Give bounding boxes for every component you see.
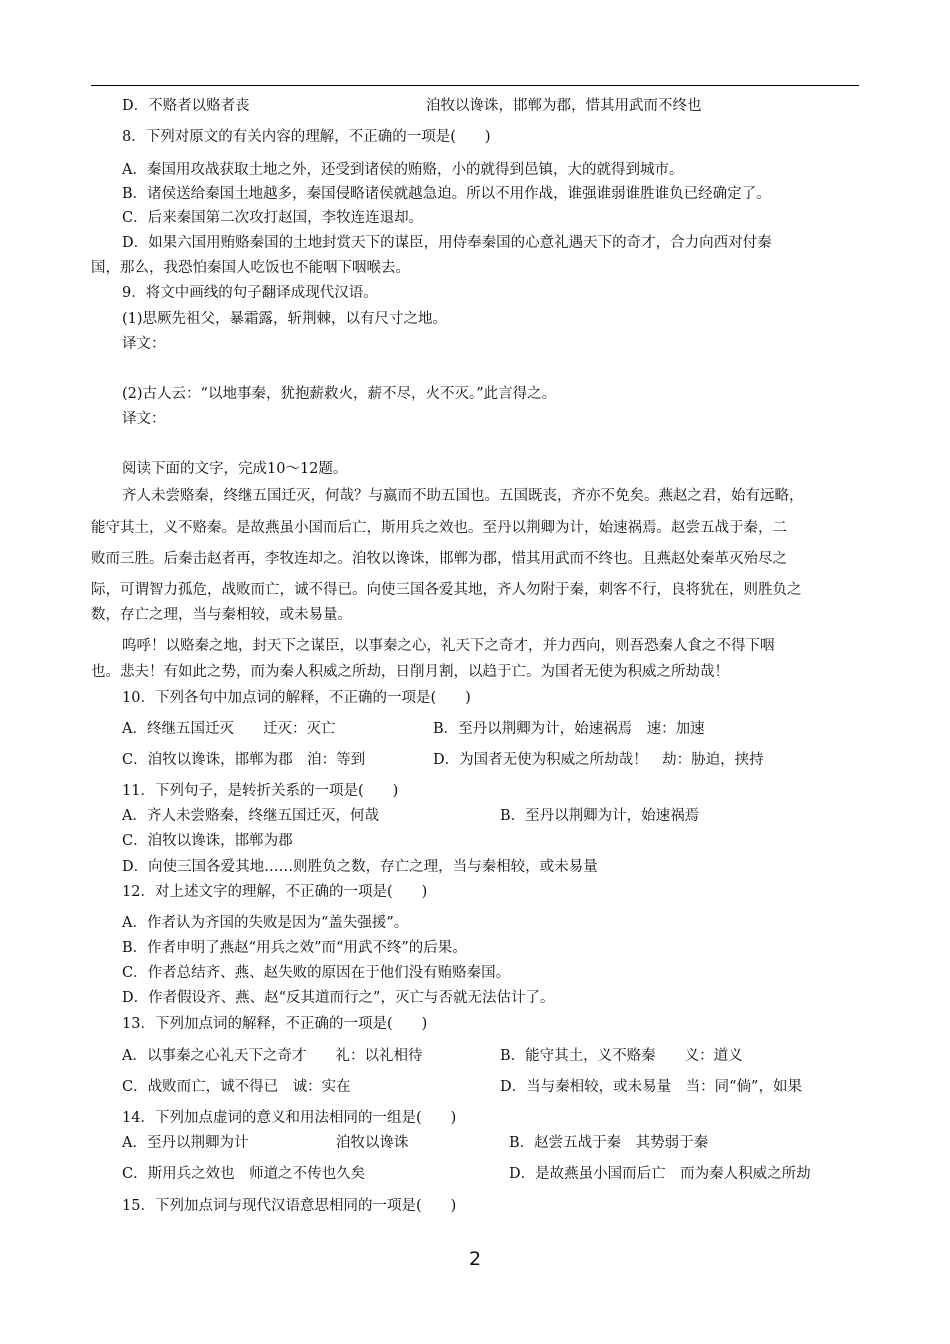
q9-sentence-1: (1)思厥先祖父，暴霜露，斩荆棘，以有尺寸之地。 (122, 311, 448, 327)
q11-option-c: C．洎牧以谗诛，邯郸为郡 (122, 833, 293, 849)
q8-option-b: B．诸侯送给秦国土地越多，秦国侵略诸侯就越急迫。所以不用作战，谁强谁弱谁胜谁负已经确定了。 (122, 186, 771, 202)
q8-option-d: D．如果六国用贿赂秦国的土地封赏天下的谋臣，用侍奉秦国的心意礼遇天下的奇才，合力向西对付秦 (122, 235, 772, 251)
q12-option-b: B．作者申明了燕赵“用兵之效”而“用武不终”的后果。 (122, 940, 467, 956)
q14-option-a-part1: A．至丹以荆卿为计 (122, 1135, 249, 1151)
q8-option-c: C．后来秦国第二次攻打赵国，李牧连连退却。 (122, 210, 424, 226)
passage-line-6: 呜呼！以赂秦之地，封天下之谋臣，以事秦之心，礼天下之奇才，并力西向，则吾恐秦人食之不得下咽 (122, 638, 775, 654)
question-8: 8．下列对原文的有关内容的理解，不正确的一项是( ) (122, 129, 491, 145)
q13-option-b: B．能守其土，义不赂秦 义：道义 (500, 1048, 743, 1064)
page-number: 2 (468, 1248, 482, 1270)
q12-option-d: D．作者假设齐、燕、赵“反其道而行之”，灭亡与否就无法估计了。 (122, 990, 555, 1006)
q11-option-d: D．向使三国各爱其地……则胜负之数，存亡之理，当与秦相较，或未易量 (122, 859, 598, 875)
q14-option-b: B．赵尝五战于秦 其势弱于秦 (509, 1135, 709, 1151)
passage-line-7: 也。悲夫！有如此之势，而为秦人积威之所劫，日削月割，以趋于亡。为国者无使为积威之所劫哉！ (91, 664, 729, 680)
question-12: 12．对上述文字的理解，不正确的一项是( ) (122, 884, 428, 900)
option-d-q7-left: D．不赂者以赂者丧 (122, 98, 250, 114)
passage-line-4: 际，可谓智力孤危，战败而亡，诚不得已。向使三国各爱其地，齐人勿附于秦，刺客不行，良将犹在，则胜负之 (91, 582, 802, 598)
passage-line-1: 齐人未尝赂秦，终继五国迁灭，何哉？与嬴而不助五国也。五国既丧，齐亦不免矣。燕赵之君，始有远略， (122, 488, 804, 504)
option-d-q7-right: 洎牧以谗诛，邯郸为郡，惜其用武而不终也 (426, 98, 702, 114)
question-11: 11．下列句子，是转折关系的一项是( ) (122, 783, 399, 799)
q13-option-c: C．战败而亡，诚不得已 诚：实在 (122, 1079, 351, 1095)
q11-option-a: A．齐人未尝赂秦，终继五国迁灭，何哉 (122, 808, 379, 824)
q12-option-c: C．作者总结齐、燕、赵失败的原因在于他们没有贿赂秦国。 (122, 965, 511, 981)
q14-option-c: C．斯用兵之效也 师道之不传也久矣 (122, 1166, 366, 1182)
q10-option-d: D．为国者无使为积威之所劫哉！ 劫：胁迫，挟持 (433, 752, 764, 768)
question-13: 13．下列加点词的解释，不正确的一项是( ) (122, 1016, 428, 1032)
q10-option-c: C．洎牧以谗诛，邯郸为郡 洎：等到 (122, 752, 366, 768)
q9-translation-label-1: 译文： (122, 336, 166, 352)
q13-option-d: D．当与秦相较，或未易量 当：同“倘”，如果 (500, 1079, 802, 1095)
q9-sentence-2: (2)古人云：“以地事秦，犹抱薪救火，薪不尽，火不灭。”此言得之。 (122, 386, 557, 402)
q11-option-b: B．至丹以荆卿为计，始速祸焉 (500, 808, 700, 824)
passage-instruction: 阅读下面的文字，完成10～12题。 (122, 461, 348, 477)
passage-line-3: 败而三胜。后秦击赵者再，李牧连却之。洎牧以谗诛，邯郸为郡，惜其用武而不终也。且燕赵处秦革灭殆尽之 (91, 551, 787, 567)
passage-line-5: 数，存亡之理，当与秦相较，或未易量。 (91, 607, 352, 623)
q10-option-a: A．终继五国迁灭 迁灭：灭亡 (122, 721, 336, 737)
question-9: 9．将文中画线的句子翻译成现代汉语。 (122, 285, 378, 301)
q13-option-a: A．以事秦之心礼天下之奇才 礼：以礼相待 (122, 1048, 423, 1064)
q8-option-d-cont: 国，那么，我恐怕秦国人吃饭也不能咽下咽喉去。 (91, 260, 410, 276)
q10-option-b: B．至丹以荆卿为计，始速祸焉 速：加速 (433, 721, 705, 737)
q12-option-a: A．作者认为齐国的失败是因为“盖失强援”。 (122, 915, 409, 931)
question-10: 10．下列各句中加点词的解释，不正确的一项是( ) (122, 690, 471, 706)
question-14: 14．下列加点虚词的意义和用法相同的一组是( ) (122, 1110, 457, 1126)
q14-option-a-part2: 洎牧以谗诛 (336, 1135, 409, 1151)
header-rule (91, 85, 859, 86)
q9-translation-label-2: 译文： (122, 411, 166, 427)
q14-option-d: D．是故燕虽小国而后亡 而为秦人积威之所劫 (509, 1166, 811, 1182)
passage-line-2: 能守其土，义不赂秦。是故燕虽小国而后亡，斯用兵之效也。至丹以荆卿为计，始速祸焉。赵尝五战于秦，二 (91, 520, 787, 536)
question-15: 15．下列加点词与现代汉语意思相同的一项是( ) (122, 1198, 457, 1214)
q8-option-a: A．秦国用攻战获取土地之外，还受到诸侯的贿赂，小的就得到邑镇，大的就得到城市。 (122, 162, 684, 178)
